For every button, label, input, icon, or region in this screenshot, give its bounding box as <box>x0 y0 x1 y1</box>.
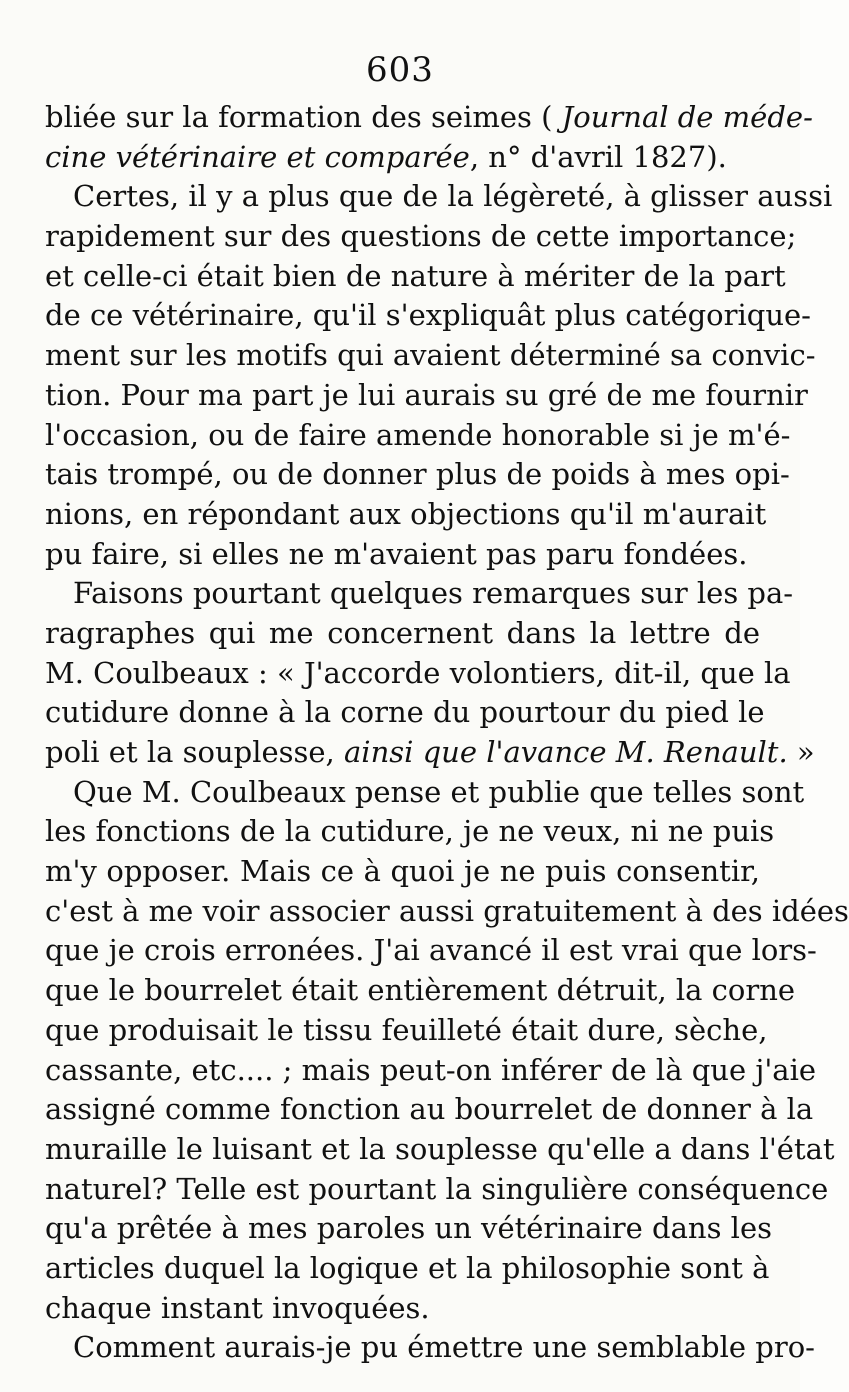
text-line <box>45 495 767 535</box>
text-segment: c'est à me voir associer aussi gratuitement à des idées <box>45 893 849 928</box>
text-segment: M. Coulbeaux : « J'accorde volontiers, dit-il, que la <box>45 655 791 690</box>
text-segment: nions, en répondant aux objections qu'il m'aurait <box>45 496 767 531</box>
text-segment: » <box>787 735 815 769</box>
text-line <box>45 217 797 257</box>
text-segment: de ce vétérinaire, qu'il s'expliquât plus catégorique- <box>45 298 811 333</box>
text-segment: qu'a prêtée à mes paroles un vétérinaire dans les <box>45 1211 772 1246</box>
text-segment: tais trompé, ou de donner plus de poids à mes opi- <box>45 457 790 492</box>
text-line <box>45 1170 829 1210</box>
text-line <box>45 257 786 297</box>
text-line <box>45 654 791 694</box>
text-segment: chaque instant invoquées. <box>45 1290 430 1325</box>
text-line <box>45 1289 760 1329</box>
body-text <box>45 98 849 1368</box>
text-line <box>45 138 760 178</box>
text-segment: que produisait le tissu feuilleté était dure, sèche, <box>45 1012 768 1047</box>
text-segment: naturel? Telle est pourtant la singulière conséquence <box>45 1171 829 1206</box>
text-line <box>45 1209 772 1249</box>
page-number: 603 <box>366 50 434 90</box>
text-line <box>45 1328 815 1368</box>
text-line <box>45 1011 768 1051</box>
text-segment: m'y opposer. Mais ce à quoi je ne puis consentir, <box>45 854 760 889</box>
text-segment: ainsi que l'avance M. Renault. <box>344 735 788 769</box>
text-line <box>45 931 817 971</box>
text-line <box>45 376 808 416</box>
text-segment: pu faire, si elles ne m'avaient pas paru fondées. <box>45 536 748 571</box>
text-line <box>45 296 811 336</box>
text-segment: cassante, etc.... ; mais peut-on inférer de là que j'aie <box>45 1052 817 1087</box>
text-segment: poli et la souplesse, <box>45 735 344 769</box>
text-segment: articles duquel la logique et la philosophie sont à <box>45 1250 770 1285</box>
text-line <box>45 574 794 614</box>
text-segment: les fonctions de la cutidure, je ne veux, ni ne puis <box>45 814 775 849</box>
text-segment: Certes, il y a plus que de la légèreté, à glisser aussi <box>73 179 833 214</box>
text-segment: Faisons pourtant quelques remarques sur les pa- <box>73 576 794 611</box>
text-line <box>45 535 760 575</box>
text-line <box>45 693 765 733</box>
text-line <box>45 177 833 217</box>
text-segment: que le bourrelet était entièrement détruit, la corne <box>45 973 796 1008</box>
text-segment: bliée sur la formation des seimes ( <box>45 100 562 134</box>
text-segment: assigné comme fonction au bourrelet de donner à la <box>45 1092 814 1127</box>
text-line <box>45 336 816 376</box>
text-line <box>45 455 790 495</box>
text-segment: Comment aurais-je pu émettre une semblable pro- <box>73 1330 815 1365</box>
text-line <box>45 614 760 654</box>
text-line <box>45 1249 770 1289</box>
text-segment: ragraphes qui me concernent dans la lettre de <box>45 615 760 650</box>
text-line <box>45 773 805 813</box>
text-segment: Journal de méde- <box>561 100 813 134</box>
text-segment: cine vétérinaire et comparée <box>45 139 470 174</box>
text-line <box>45 416 791 456</box>
text-line <box>45 1051 817 1091</box>
text-segment: l'occasion, ou de faire amende honorable si je m'é- <box>45 417 791 452</box>
text-line <box>45 971 796 1011</box>
text-segment: cutidure donne à la corne du pourtour du pied le <box>45 695 765 730</box>
text-segment: que je crois erronées. J'ai avancé il est vrai que lors- <box>45 933 817 968</box>
text-line <box>45 98 813 138</box>
text-line <box>45 1130 835 1170</box>
text-segment: , n° d'avril 1827). <box>469 139 727 174</box>
text-segment: et celle-ci était bien de nature à mériter de la part <box>45 258 786 293</box>
text-segment: ment sur les motifs qui avaient déterminé sa convic- <box>45 338 816 373</box>
text-segment: tion. Pour ma part je lui aurais su gré de me fournir <box>45 377 808 412</box>
text-segment: Que M. Coulbeaux pense et publie que telles sont <box>73 774 805 809</box>
text-segment: rapidement sur des questions de cette importance; <box>45 219 797 254</box>
text-line <box>45 733 815 773</box>
text-line <box>45 852 760 892</box>
text-line <box>45 812 775 852</box>
text-line <box>45 892 849 932</box>
text-line <box>45 1090 814 1130</box>
text-segment: muraille le luisant et la souplesse qu'elle a dans l'état <box>45 1131 835 1166</box>
